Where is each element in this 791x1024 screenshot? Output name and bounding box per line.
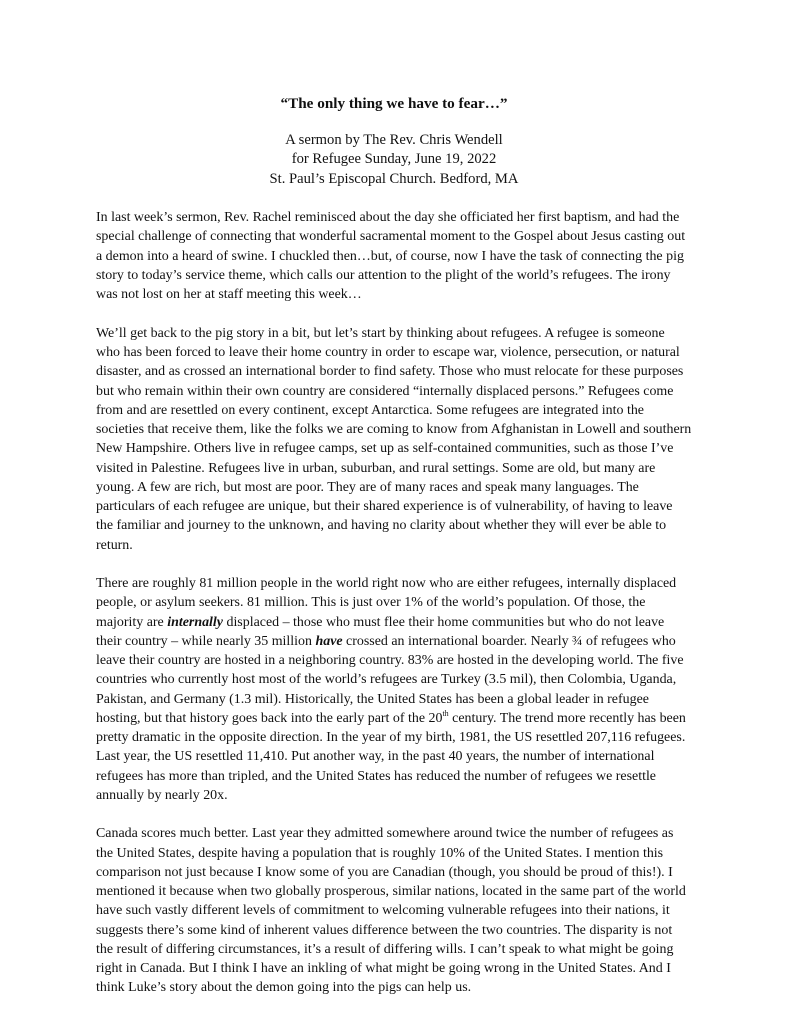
sermon-byline: [96, 131, 692, 189]
byline-occasion: for Refugee Sunday, June 19, 2022: [291, 151, 497, 168]
paragraph-4: Canada scores much better. Last year they admitted somewhere around twice the number of refugees as the United States, despite having a population that is roughly 10% of the United States. I mention this comparison not just because I know some of you are Canadian (though, you should be proud of this!). I mentioned it because when two globally prosperous, similar nations, located in the same part of the world have such vastly different levels of commitment to welcoming vulnerable refugees into their nations, it suggests there’s some kind of inherent values difference between the two countries. The disparity is not the result of differing circumstances, it’s a result of differing wills. I can’t speak to what might be going right in Canada. But I think I have an inkling of what might be going wrong in the United States. And I think Luke’s story about the demon going into the pigs can help us.: [96, 826, 686, 996]
emphasis-have: have: [315, 633, 343, 649]
paragraph-3-text-d: century. The trend more recently has been pretty dramatic in the opposite direction. In the year of my birth, 1981, the US resettled 207,116 refugees. Last year, the US resettled 11,410. Put another way, in the past 40 years, the number of international refugees has more than tripled, and the United States has reduced the number of refugees we resettle annually by nearly 20x.: [96, 710, 686, 803]
document-body: [96, 94, 692, 1017]
paragraph-3-text-c: crossed an international boarder. Nearly ¾ of refugees who leave their country are hosted in a neighboring country. 83% are hosted in the developing world. The five countries who currently host most of the world’s refugees are Turkey (3.5 mil), then Colombia, Uganda, Pakistan, and Germany (1.3 mil). Historically, the United States has been a global leader in refugee hosting, but that history goes back into the early part of the 20: [96, 633, 684, 726]
sermon-title: “The only thing we have to fear…”: [280, 95, 508, 112]
byline-author: A sermon by The Rev. Chris Wendell: [285, 132, 503, 148]
paragraph-3: [96, 574, 692, 805]
emphasis-internally: internally: [167, 614, 223, 630]
paragraph-3-text-b: displaced – those who must flee their home communities but who do not leave their country – while nearly 35 million: [96, 614, 665, 649]
paragraph-2: We’ll get back to the pig story in a bit, but let’s start by thinking about refugees. A refugee is someone who has been forced to leave their home country in order to escape war, violence, persecution, or natural disaster, and as crossed an international border to find safety. Those who must relocate for these purposes but who remain within their own country are considered “internally displaced persons.” Refugees come from and are resettled on every continent, except Antarctica. Some refugees are integrated into the societies that receive them, like the folks we are coming to know from Afghanistan in Lowell and southern New Hampshire. Others live in refugee camps, set up as self-contained communities, such as those I’ve visited in Palestine. Refugees live in urban, suburban, and rural settings. Some are old, but many are young. A few are rich, but most are poor. They are of many races and speak many languages. The particulars of each refugee are unique, but their shared experience is of vulnerability, of having to leave the familiar and journey to the unknown, and having no clarity about whether they will ever be able to return.: [96, 325, 692, 553]
ordinal-superscript: th: [442, 708, 449, 718]
paragraph-1: In last week’s sermon, Rev. Rachel reminisced about the day she officiated her first baptism, and had the special challenge of connecting that wonderful sacramental moment to the Gospel about Jesus casting out a demon into a heard of swine. I chuckled then…but, of course, now I have the task of connecting the pig story to today’s service theme, which calls our attention to the plight of the world’s refugees. The irony was not lost on her at staff meeting this week…: [96, 210, 686, 303]
paragraph-3-text-a: There are roughly 81 million people in the world right now who are either refugees, internally displaced people, or asylum seekers. 81 million. This is just over 1% of the world’s population. Of those, the majority are: [96, 576, 677, 630]
byline-church: St. Paul’s Episcopal Church. Bedford, MA: [269, 170, 519, 187]
